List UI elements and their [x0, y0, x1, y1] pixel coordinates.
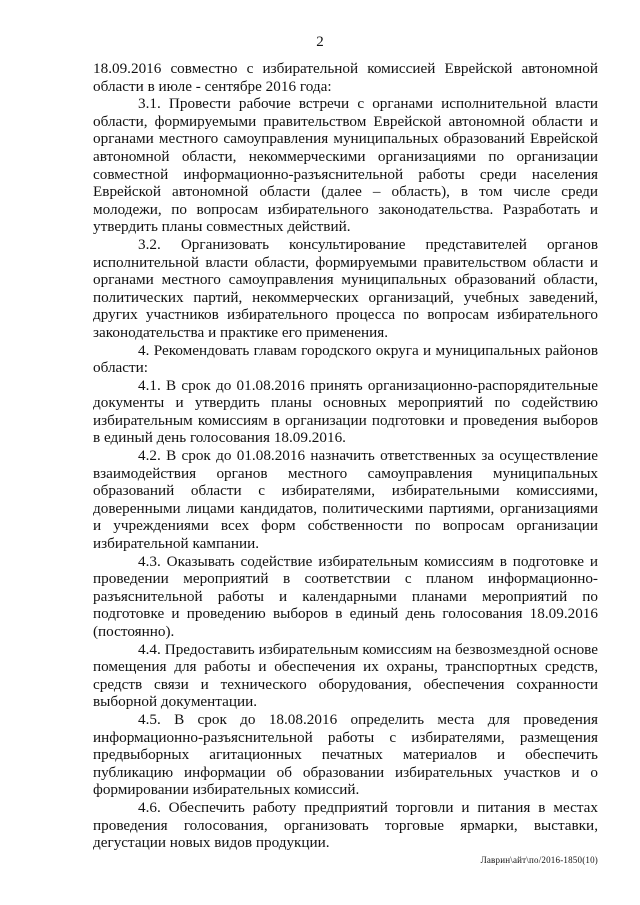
document-body	[93, 60, 598, 852]
paragraph-4-1: 4.1. В срок до 01.08.2016 принять организационно-распорядительные документы и утвердить планы основных мероприятий по содействию избирательным комиссиям в организации подготовки и проведения выборов в единый день голосования 18.09.2016.	[93, 376, 598, 447]
paragraph-continuation: 18.09.2016 совместно с избирательной комиссией Еврейской автономной области в июле - сентябре 2016 года:	[93, 60, 598, 95]
page-number: 2	[316, 34, 324, 50]
paragraph-4-5: 4.5. В срок до 18.08.2016 определить места для проведения информационно-разъяснительной работы с избирателями, размещения предвыборных агитационных печатных материалов и обеспечить публикацию информации об образовании избирательных участков и о формировании избирательных комиссий.	[93, 710, 598, 799]
footer-document-code: Лаврин\айт\по/2016-1850(10)	[480, 855, 598, 865]
paragraph-4-4: 4.4. Предоставить избирательным комиссиям на безвозмездной основе помещения для работы и обеспечения их охраны, транспортных средств, средств связи и технического оборудования, обеспечения сохранности выборной документации.	[93, 640, 598, 711]
paragraph-3-2: 3.2. Организовать консультирование представителей органов исполнительной власти области, формируемыми правительством области и органами местного самоуправления муниципальных образований области, политических партий, некоммерческих организаций, учебных заведений, других участников избирательного процесса по вопросам избирательного законодательства и практике его применения.	[93, 235, 598, 341]
paragraph-4-2: 4.2. В срок до 01.08.2016 назначить ответственных за осуществление взаимодействия органов местного самоуправления муниципальных образований области с избирателями, избирательными комиссиями, доверенными лицами кандидатов, политическими партиями, организациями и учреждениями всех форм собственности по вопросам организации избирательной кампании.	[93, 447, 598, 553]
paragraph-3-1: 3.1. Провести рабочие встречи с органами исполнительной власти области, формируемыми правительством Еврейской автономной области и органами местного самоуправления муниципальных образований Еврейской автономной области, некоммерческими организациями по организации совместной информационно-разъяснительной работы среди населения Еврейской автономной области (далее – область), в том числе среди молодежи, по вопросам избирательного законодательства. Разработать и утвердить планы совместных действий.	[93, 95, 598, 236]
paragraph-4-3: 4.3. Оказывать содействие избирательным комиссиям в подготовке и проведении мероприятий в соответствии с планом информационно-разъяснительной работы и календарными планами мероприятий по подготовке и проведению выборов в единый день голосования 18.09.2016 (постоянно).	[93, 552, 598, 640]
paragraph-4: 4. Рекомендовать главам городского округа и муниципальных районов области:	[93, 341, 598, 377]
paragraph-4-6: 4.6. Обеспечить работу предприятий торговли и питания в местах проведения голосования, организовать торговые ярмарки, выставки, дегустации новых видов продукции.	[93, 798, 598, 852]
